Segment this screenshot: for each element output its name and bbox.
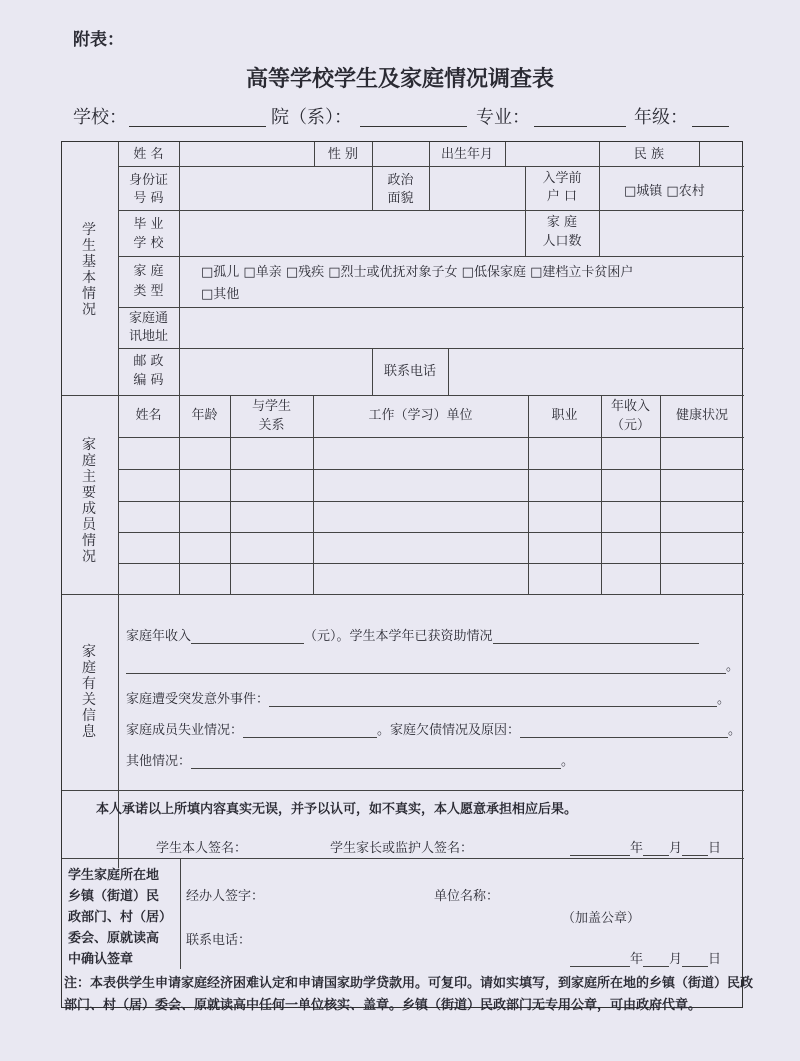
grade-label: 年级： xyxy=(634,107,688,128)
sign-year-field[interactable] xyxy=(570,841,630,856)
income-label: 家庭年收入 xyxy=(126,629,192,644)
ethnic-label: 民 族 xyxy=(633,147,665,162)
postcode-label-1: 邮 政 xyxy=(133,354,164,369)
footnote: 注：本表供学生申请家庭经济困难认定和申请国家助学贷款用。可复印。请如实填写，到家庭所在地的乡镇（街道）民政部门、村（居）委会、原就读高中任何一单位核实、盖章。乡镇（街道）民政部门无专用公章，可由政府代章。 xyxy=(64,976,754,1013)
verify-year-label: 年 xyxy=(630,952,644,967)
grade-field[interactable] xyxy=(692,126,729,127)
other-label: 其他情况： xyxy=(126,754,192,769)
verify-month-label: 月 xyxy=(669,952,683,967)
col-work: 工作（学习）单位 xyxy=(368,408,473,423)
address-label-2: 讯地址 xyxy=(128,329,168,344)
appendix-label: 附表： xyxy=(73,30,124,50)
period-1: 。 xyxy=(726,659,740,674)
accident-field[interactable] xyxy=(269,692,717,707)
verify-year-field[interactable] xyxy=(570,952,630,967)
school-field[interactable] xyxy=(129,126,266,127)
verify-day-label: 日 xyxy=(708,952,722,967)
verify-day-field[interactable] xyxy=(682,952,708,967)
aid-field-2[interactable] xyxy=(126,659,726,674)
section-members-label: 家庭主要成员情况 xyxy=(82,437,96,565)
period-2: 。 xyxy=(717,692,731,707)
other-field[interactable] xyxy=(191,754,561,769)
page-title: 高等学校学生及家庭情况调查表 xyxy=(245,67,554,92)
survey-form xyxy=(61,141,743,1008)
verify-section-label xyxy=(68,865,172,970)
hukou-label-1: 入学前 xyxy=(542,171,582,186)
id-label-2: 号 码 xyxy=(133,191,164,206)
verify-phone-label: 联系电话： xyxy=(186,933,252,948)
political-label-1: 政治 xyxy=(387,173,414,188)
accident-label: 家庭遭受突发意外事件： xyxy=(126,692,270,707)
debt-label: 。家庭欠债情况及原因： xyxy=(377,723,521,738)
sign-year-label: 年 xyxy=(630,841,644,856)
promise-text: 本人承诺以上所填内容真实无误，并予以认可，如不真实，本人愿意承担相应后果。 xyxy=(96,802,578,817)
grad-school-label-2: 学 校 xyxy=(133,236,164,251)
signature-date xyxy=(570,837,721,856)
col-income-1: 年收入 xyxy=(610,399,650,414)
student-signature-label: 学生本人签名： xyxy=(156,841,248,856)
phone-label: 联系电话 xyxy=(383,364,436,379)
verify-label-1: 学生家庭所在地 xyxy=(68,868,160,883)
verify-label-2: 乡镇（街道）民 xyxy=(68,889,160,904)
sign-day-field[interactable] xyxy=(682,841,708,856)
unit-label: 单位名称： xyxy=(434,889,500,904)
section-basic-label: 学生基本情况 xyxy=(82,222,96,318)
col-age: 年龄 xyxy=(191,408,218,423)
other-line xyxy=(126,750,574,769)
sign-month-label: 月 xyxy=(669,841,683,856)
aid-continue-line xyxy=(126,655,739,674)
debt-field[interactable] xyxy=(520,723,728,738)
col-relation-2: 关系 xyxy=(258,418,285,433)
unemploy-line xyxy=(126,719,741,738)
college-field[interactable] xyxy=(360,126,467,127)
unemploy-label: 家庭成员失业情况： xyxy=(126,723,244,738)
unemploy-field[interactable] xyxy=(243,723,377,738)
period-3: 。 xyxy=(728,723,742,738)
family-size-label-1: 家 庭 xyxy=(546,215,578,230)
period-4: 。 xyxy=(561,754,575,769)
political-label-2: 面貌 xyxy=(387,191,414,206)
postcode-label-2: 编 码 xyxy=(133,373,164,388)
gender-label: 性 别 xyxy=(327,147,359,162)
col-health: 健康状况 xyxy=(675,408,728,423)
income-line xyxy=(126,625,699,644)
sign-day-label: 日 xyxy=(708,841,722,856)
name-label: 姓 名 xyxy=(133,147,164,162)
col-name: 姓名 xyxy=(135,408,162,423)
aid-label: （元）。学生本学年已获资助情况 xyxy=(304,629,493,644)
family-type-options-1[interactable]: □孤儿 □单亲 □残疾 □烈士或优抚对象子女 □低保家庭 □建档立卡贫困户 xyxy=(201,265,634,280)
verify-month-field[interactable] xyxy=(643,952,669,967)
family-type-label-1: 家 庭 xyxy=(133,264,164,279)
col-income-2: （元） xyxy=(610,418,650,433)
address-label-1: 家庭通 xyxy=(128,311,168,326)
verify-label-3: 政部门、村（居） xyxy=(68,910,173,925)
family-type-options-2[interactable]: □其他 xyxy=(201,287,240,302)
col-job: 职业 xyxy=(551,408,578,423)
col-relation-1: 与学生 xyxy=(251,399,291,414)
verify-date xyxy=(570,948,721,967)
aid-field[interactable] xyxy=(493,629,699,644)
verify-label-4: 委会、原就读高 xyxy=(68,931,160,946)
college-label: 院（系）： xyxy=(271,107,352,128)
seal-label: （加盖公章） xyxy=(562,911,641,926)
sign-month-field[interactable] xyxy=(643,841,669,856)
section-info-label: 家庭有关信息 xyxy=(82,644,96,740)
major-field[interactable] xyxy=(534,126,626,127)
handler-label: 经办人签字： xyxy=(186,889,265,904)
accident-line xyxy=(126,688,730,707)
verify-label-5: 中确认签章 xyxy=(68,952,134,967)
hukou-options[interactable]: □城镇 □农村 xyxy=(624,184,705,199)
income-field[interactable] xyxy=(191,629,304,644)
major-label: 专业： xyxy=(476,107,530,128)
id-label-1: 身份证 xyxy=(128,173,168,188)
family-size-label-2: 人口数 xyxy=(542,234,582,249)
hukou-label-2: 户 口 xyxy=(546,189,578,204)
school-label: 学校： xyxy=(73,107,127,128)
parent-signature-label: 学生家长或监护人签名： xyxy=(330,841,474,856)
birth-label: 出生年月 xyxy=(440,147,493,162)
grad-school-label-1: 毕 业 xyxy=(133,217,164,232)
family-type-label-2: 类 型 xyxy=(133,284,164,299)
